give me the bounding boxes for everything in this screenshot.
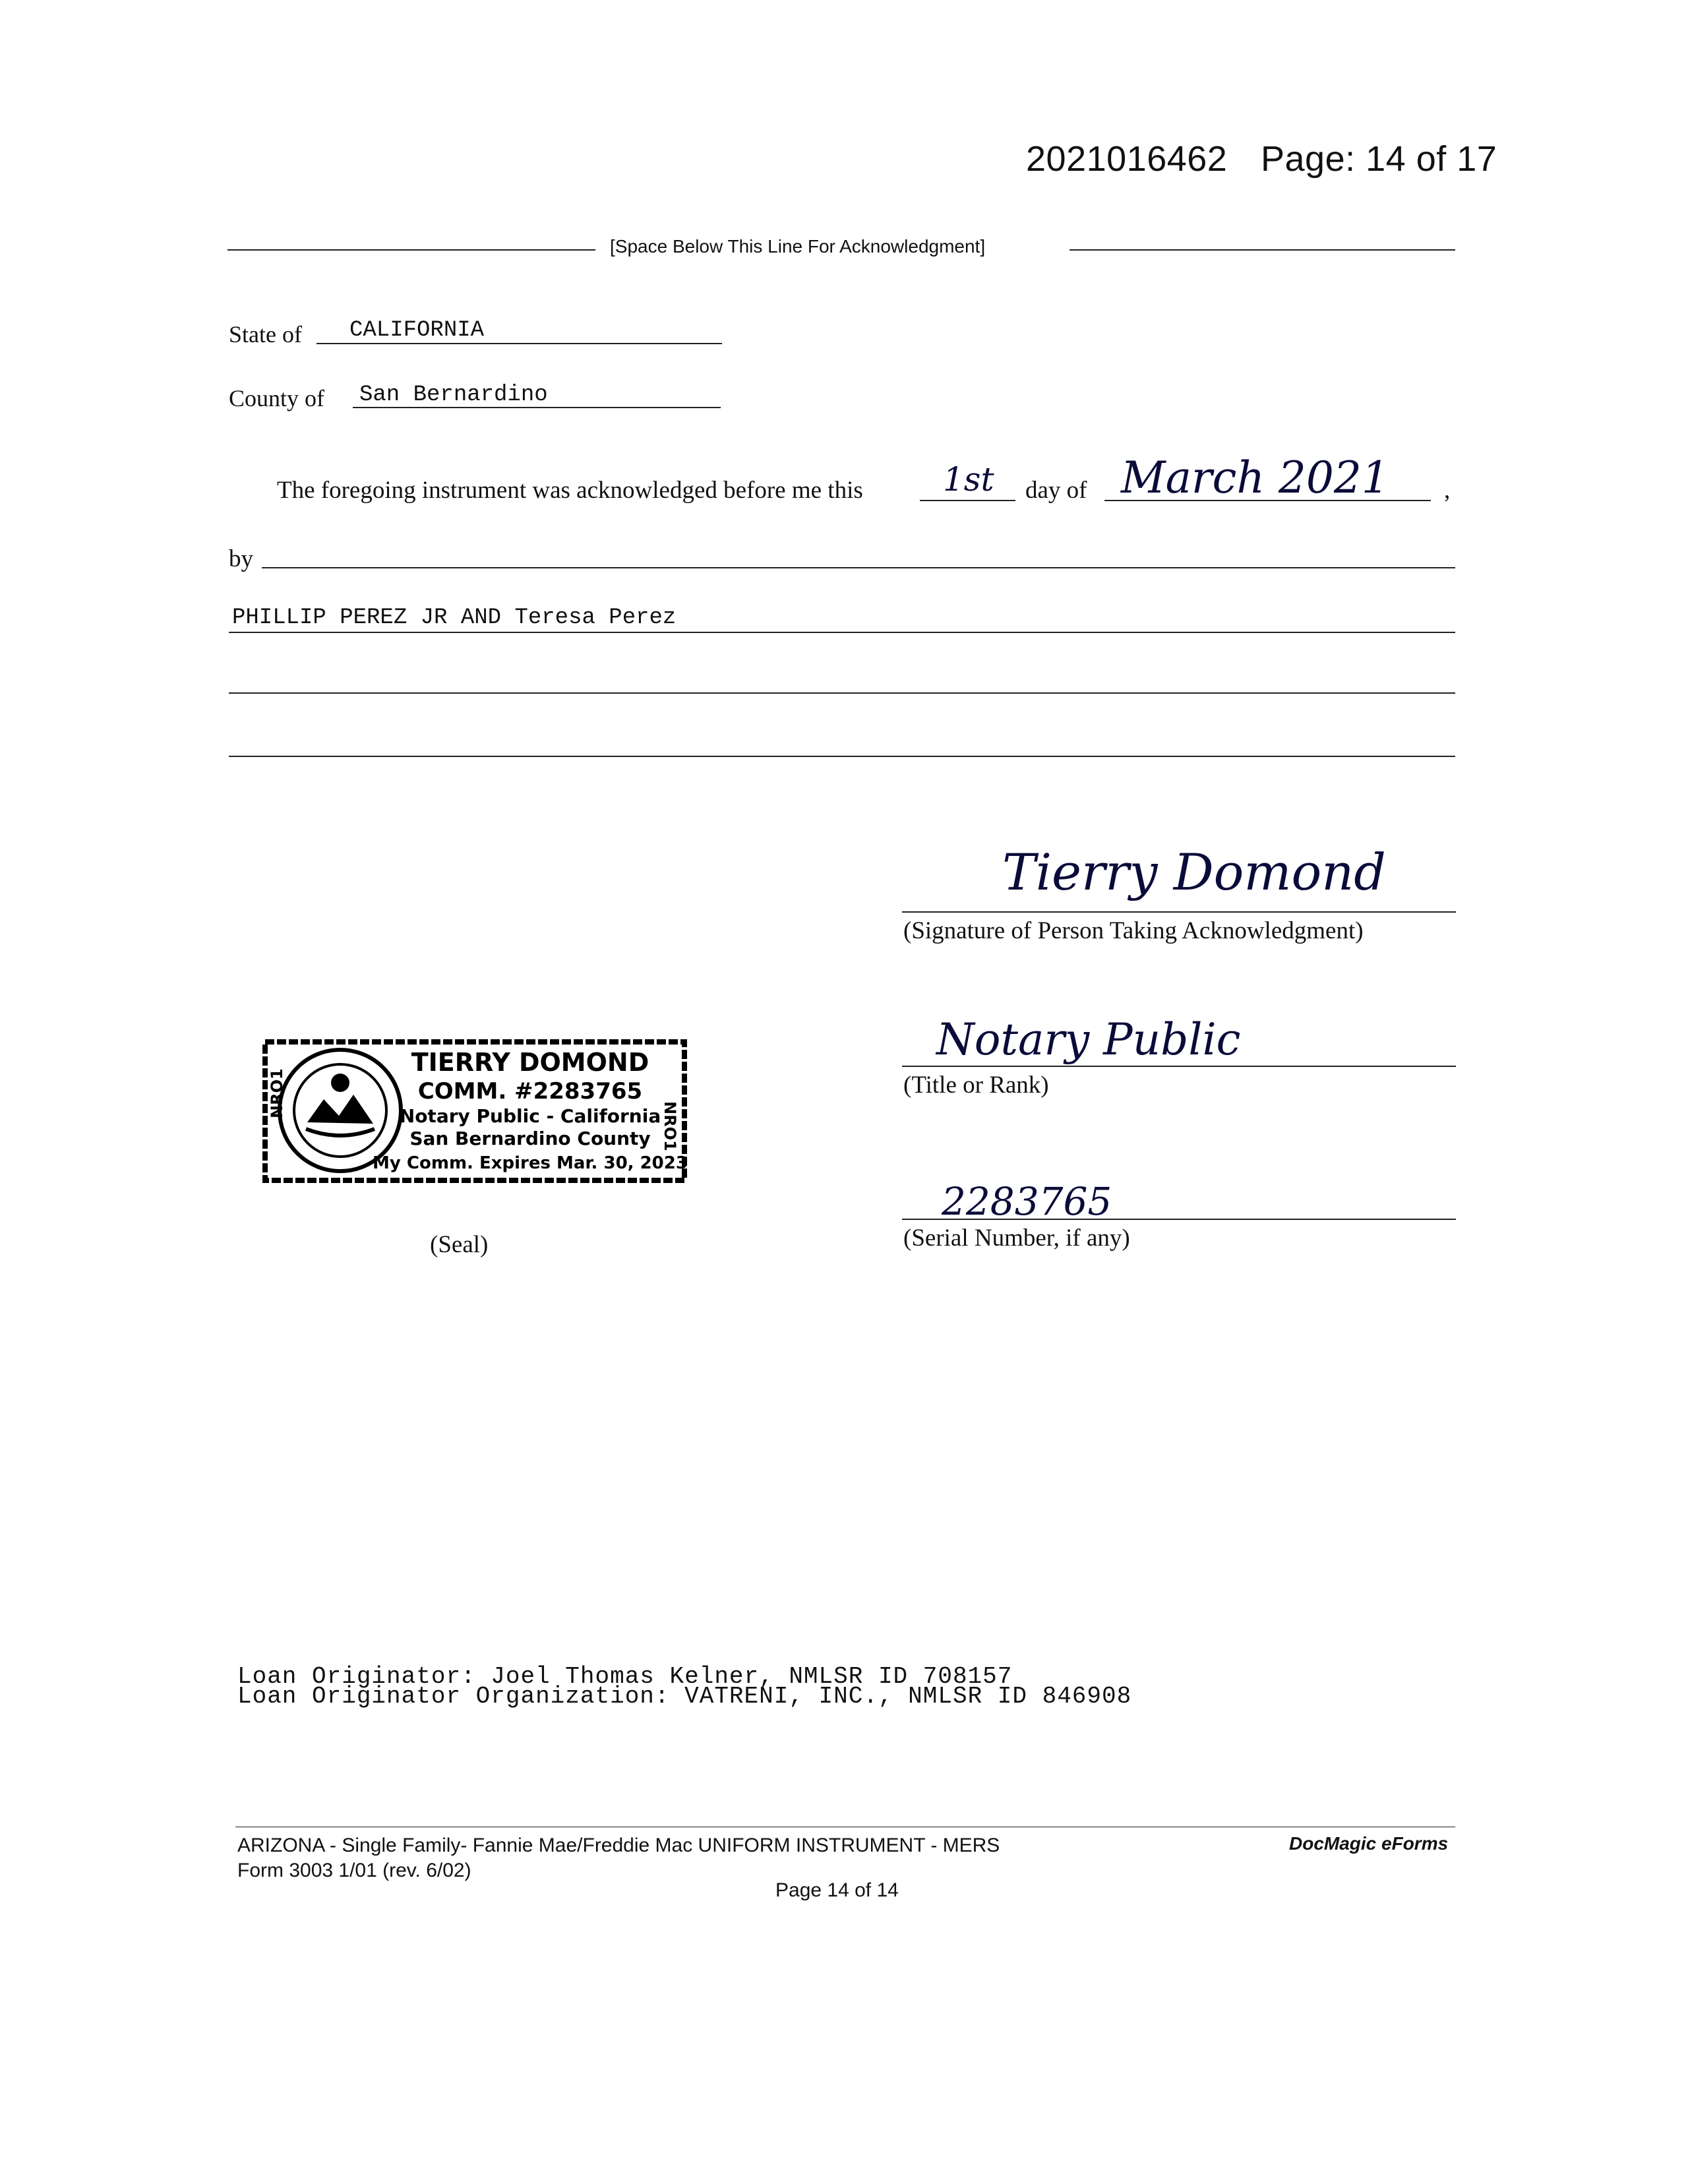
seal-name: TIERRY DOMOND <box>411 1048 649 1077</box>
divider-left <box>227 249 595 251</box>
loan-originator-organization: Loan Originator Organization: VATRENI, INC., NMLSR ID 846908 <box>237 1683 1132 1710</box>
signature-caption: (Signature of Person Taking Acknowledgment) <box>903 917 1364 944</box>
loan-originator: Loan Originator: Joel Thomas Kelner, NMLSR ID 708157 <box>237 1663 1013 1690</box>
by-label: by <box>229 545 253 572</box>
serial-underline <box>902 1219 1456 1220</box>
serial-caption: (Serial Number, if any) <box>903 1225 1130 1252</box>
state-label: State of <box>229 321 302 348</box>
county-value: San Bernardino <box>359 382 548 408</box>
acknowledgment-heading: [Space Below This Line For Acknowledgment] <box>610 236 986 257</box>
by-underline <box>262 567 1455 568</box>
acknowledgment-text-middle: day of <box>1025 477 1087 504</box>
notary-signature: Tierry Domond <box>1002 843 1386 901</box>
docmagic-logo: DocMagic eForms <box>1289 1833 1449 1854</box>
blank-line <box>229 756 1455 757</box>
county-label: County of <box>229 385 325 411</box>
state-value: CALIFORNIA <box>349 318 485 343</box>
notary-seal-stamp <box>261 1037 691 1187</box>
signer-names: PHILLIP PEREZ JR AND Teresa Perez <box>232 605 677 630</box>
month-underline <box>1104 500 1431 501</box>
title-underline <box>902 1066 1456 1067</box>
county-underline <box>353 407 721 408</box>
seal-commission: COMM. #2283765 <box>417 1078 643 1105</box>
day-underline <box>920 500 1015 501</box>
title-caption: (Title or Rank) <box>903 1072 1049 1099</box>
serial-number-handwritten: 2283765 <box>942 1179 1112 1224</box>
signature-underline <box>902 911 1456 913</box>
seal-county: San Bernardino County <box>409 1128 651 1149</box>
seal-label: (Seal) <box>430 1231 489 1258</box>
names-underline <box>229 632 1455 633</box>
acknowledgment-text-end: , <box>1444 477 1451 504</box>
month-year-handwritten: March 2021 <box>1121 452 1389 503</box>
seal-title: Notary Public - California <box>399 1105 661 1127</box>
title-rank-handwritten: Notary Public <box>936 1014 1241 1065</box>
footer-instrument: ARIZONA - Single Family- Fannie Mae/Freddie Mac UNIFORM INSTRUMENT - MERS <box>237 1835 1000 1856</box>
seal-side-mark-right: NRO1 <box>661 1101 679 1151</box>
seal-side-mark-left: NRO1 <box>268 1068 286 1118</box>
footer-form-number: Form 3003 1/01 (rev. 6/02) <box>237 1860 471 1881</box>
page-indicator: Page: 14 of 17 <box>1261 139 1497 179</box>
recording-number: 2021016462 <box>1026 139 1228 179</box>
acknowledgment-text-start: The foregoing instrument was acknowledged before me this <box>277 477 863 504</box>
day-handwritten: 1st <box>943 460 994 499</box>
blank-line <box>229 692 1455 694</box>
divider-right <box>1070 249 1455 251</box>
state-underline <box>316 343 722 344</box>
footer-page-number: Page 14 of 14 <box>775 1879 899 1901</box>
seal-expiration: My Comm. Expires Mar. 30, 2023 <box>373 1153 688 1173</box>
